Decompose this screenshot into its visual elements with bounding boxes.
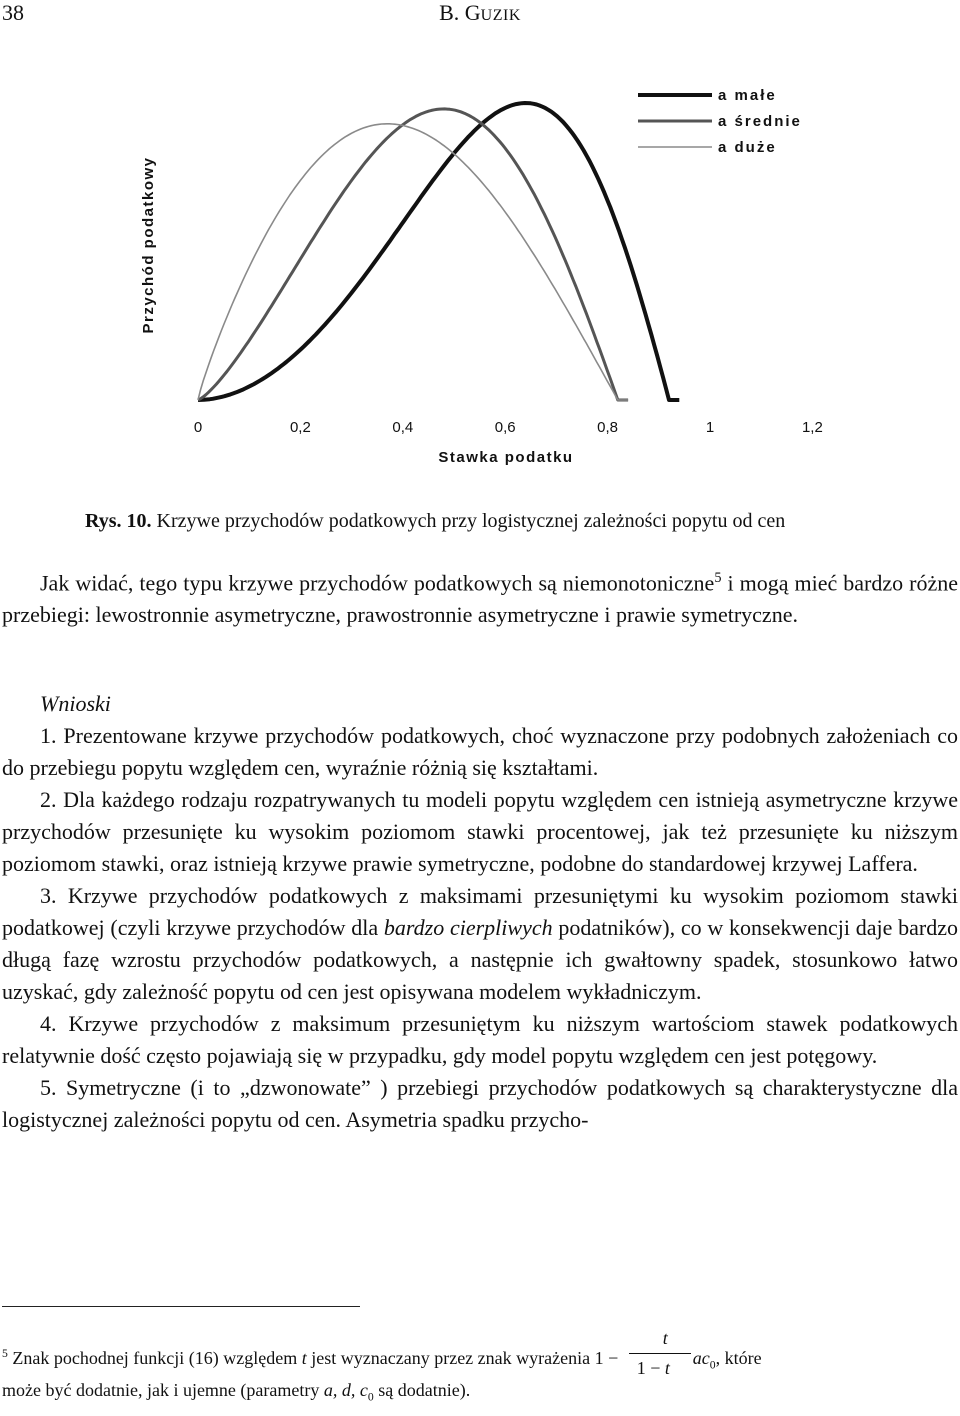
footnote-ref: 5	[714, 570, 722, 586]
footnote-line2-b: są dodatnie).	[373, 1380, 471, 1400]
footnote-var-t: t	[301, 1348, 307, 1369]
x-tick-label: 1,2	[801, 419, 823, 436]
author-initial: B. G	[439, 0, 481, 25]
intro-text-b: i mogą mieć bardzo różne przebiegi: lewostronnie asymetryczne, prawostronnie asymetryczne i prawie symetryczne.	[2, 570, 958, 628]
footnote-line2-a: może być dodatnie, jak i ujemne (parametry	[2, 1380, 324, 1400]
footnote-ac: ac	[692, 1348, 710, 1369]
series-line	[198, 109, 628, 400]
figure-caption	[85, 510, 785, 533]
x-tick-label: 1	[705, 419, 715, 436]
x-tick-label: 0,4	[392, 419, 414, 436]
chart-legend	[638, 87, 802, 156]
c3-emphasis: bardzo cierpliwych	[383, 915, 553, 940]
x-tick-labels	[194, 419, 823, 436]
footnote-fraction	[623, 1328, 693, 1380]
figure-chart	[0, 70, 960, 470]
legend-label: a średnie	[718, 113, 802, 130]
caption-text: Krzywe przychodów podatkowych przy logistycznej zależności popytu od cen	[151, 510, 786, 532]
y-axis-label: Przychód podatkowy	[140, 156, 157, 334]
fraction-denominator	[637, 1356, 670, 1380]
fraction-den-t: t	[664, 1358, 670, 1378]
intro-paragraph	[2, 562, 958, 631]
fraction-den-one: 1 −	[636, 1358, 665, 1378]
legend-label: a małe	[718, 87, 777, 104]
conclusion-5: 5. Symetryczne (i to „dzwonowate” ) przebiegi przychodów podatkowych są charakterystyczne dla logistycznej zależności popytu od cen. Asymetria spadku przycho-	[2, 1075, 958, 1132]
footnote-line-1	[2, 1328, 762, 1380]
footnote-params: a, d, c	[323, 1380, 368, 1400]
footnote-separator	[2, 1306, 360, 1307]
fraction-bar	[629, 1353, 691, 1354]
footnote-expression-one: 1 −	[594, 1348, 619, 1369]
footnote-text-b: jest wyznaczany przez znak wyrażenia	[306, 1348, 595, 1369]
x-tick-label: 0,2	[289, 419, 311, 436]
intro-paragraph-block	[2, 562, 958, 631]
chart-curves	[198, 103, 679, 400]
x-tick-label: 0	[193, 419, 203, 436]
c3-text-a: 3. Krzywe przychodów podatkowych z maksimami przesuniętymi ku wysokim poziomom stawki podatkowej (czyli krzywe przychodów dla	[2, 883, 958, 940]
footnote-ac-sub: 0	[709, 1358, 716, 1372]
running-head-author	[0, 0, 960, 30]
legend-label: a duże	[718, 139, 777, 156]
caption-label: Rys. 10.	[85, 510, 152, 532]
section-title-wnioski	[2, 688, 958, 720]
footnote-line-2	[2, 1378, 470, 1410]
conclusion-1: 1. Prezentowane krzywe przychodów podatkowych, choć wyznaczone przy podobnych założeniach co do przebiegu popytu względem cen, wyraźnie różnią się kształtami.	[2, 723, 958, 780]
conclusion-4: 4. Krzywe przychodów z maksimum przesuniętym ku niższym wartościom stawek podatkowych relatywnie dość często pojawiają się w przypadku, gdy model popytu względem cen jest potęgowy.	[2, 1011, 958, 1068]
footnote-text-c: , które	[715, 1348, 762, 1369]
conclusion-3	[2, 880, 958, 1008]
x-tick-label: 0,8	[597, 419, 619, 436]
series-line	[198, 124, 628, 400]
footnote-params-sub: 0	[367, 1390, 374, 1404]
page-number: 38	[2, 0, 24, 25]
series-line	[198, 103, 679, 400]
footnote-text-a: Znak pochodnej funkcji (16) względem	[7, 1348, 302, 1369]
footnote-number: 5	[2, 1347, 8, 1361]
wnioski-heading: Wnioski	[40, 691, 111, 716]
c3-text-b: podatników), co w konsekwencji daje bardzo długą fazę wzrostu przychodów podatkowych, a następnie ich gwałtowny spadek, stosunkowo łatwo uzyskać, gdy zależność popytu od cen jest opisywana modelem wykładniczym.	[2, 915, 958, 1004]
x-tick-label: 0,6	[494, 419, 516, 436]
x-axis-label: Stawka podatku	[438, 449, 574, 466]
author-rest: UZIK	[480, 7, 521, 24]
intro-text-a: Jak widać, tego typu krzywe przychodów podatkowych są niemonotoniczne	[40, 570, 715, 596]
conclusions-block	[2, 688, 958, 1136]
conclusion-2: 2. Dla każdego rodzaju rozpatrywanych tu modeli popytu względem cen istnieją asymetryczne krzywe przychodów przesunięte ku wysokim poziomom stawki procentowej, jak też przesunięte ku niższym poziomom stawki, oraz istnieją krzywe prawie symetryczne, podobne do standardowej krzywej Laffera.	[2, 787, 958, 876]
fraction-numerator: t	[662, 1328, 668, 1348]
